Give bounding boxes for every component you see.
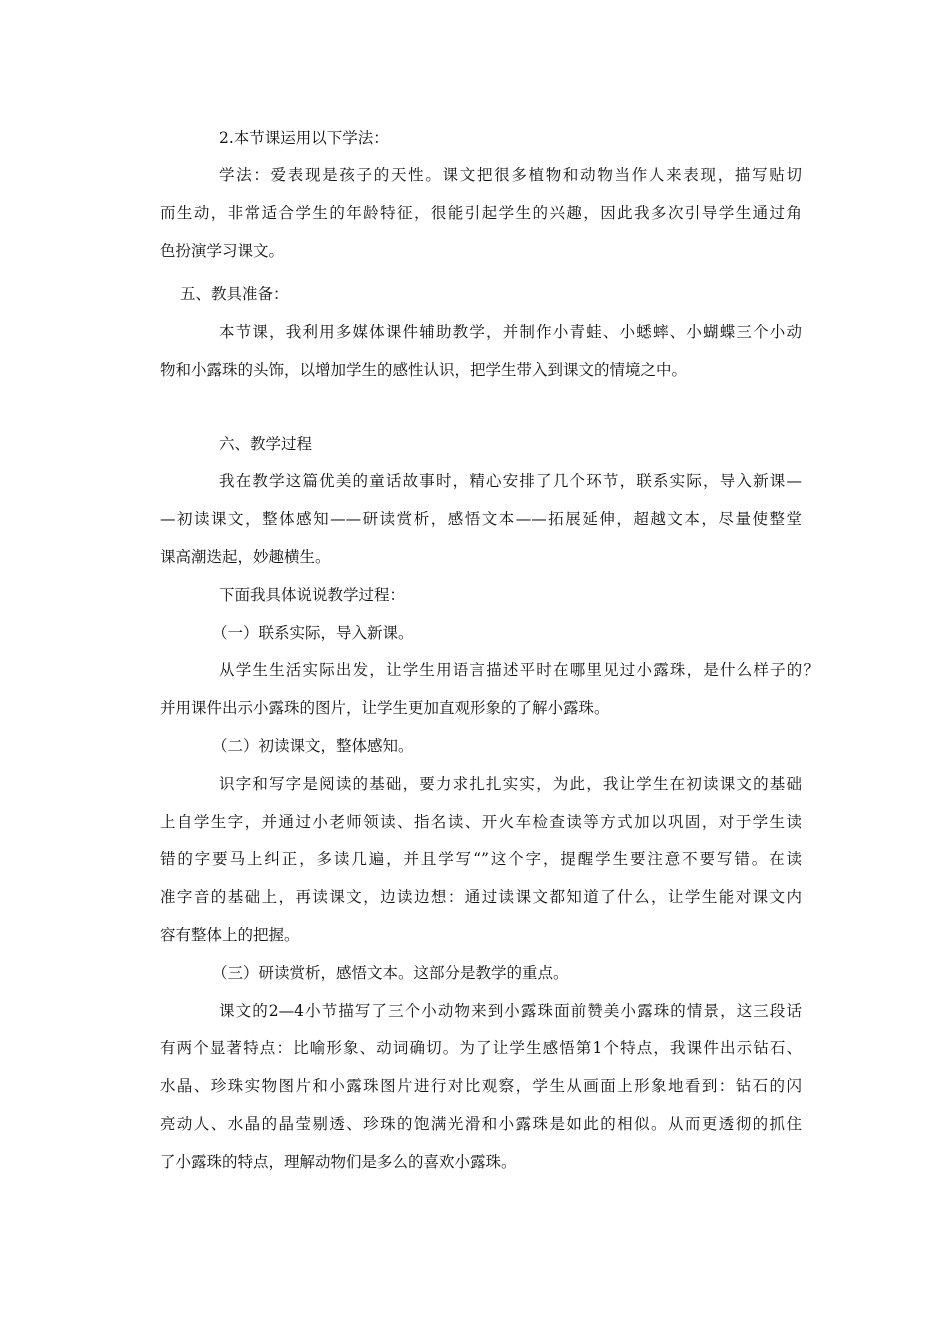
paragraph-line: 了小露珠的特点，理解动物们是多么的喜欢小露珠。	[160, 1153, 517, 1171]
paragraph-line: 学法：爱表现是孩子的天性。课文把很多植物和动物当作人来表现，描写贴切	[219, 166, 802, 184]
paragraph-line: 识字和写字是阅读的基础，要力求扎扎实实，为此，我让学生在初读课文的基础	[219, 775, 802, 793]
paragraph-line: 错的字要马上纠正，多读几遍，并且学写“”这个字，提醒学生要注意不要写错。在读	[160, 850, 802, 868]
paragraph-line: 课文的2—4小节描写了三个小动物来到小露珠面前赞美小露珠的情景，这三段话	[219, 1002, 802, 1020]
paragraph-line: 而生动，非常适合学生的年龄特征，很能引起学生的兴趣，因此我多次引导学生通过角	[160, 204, 802, 222]
paragraph-line: 我在教学这篇优美的童话故事时，精心安排了几个环节，联系实际，导入新课—	[219, 472, 802, 490]
paragraph-line: 物和小露珠的头饰，以增加学生的感性认识，把学生带入到课文的情境之中。	[160, 361, 688, 379]
section-heading-five: 五、教具准备：	[180, 285, 289, 303]
paragraph-line: 有两个显著特点：比喻形象、动词确切。为了让学生感悟第1个特点，我课件出示钻石、	[160, 1039, 802, 1057]
paragraph-line: 下面我具体说说教学过程：	[219, 586, 406, 604]
paragraph-line: —初读课文，整体感知——研读赏析，感悟文本——拓展延伸，超越文本，尽量使整堂	[160, 510, 802, 528]
subheading-three: （三）研读赏析，感悟文本。这部分是教学的重点。	[212, 964, 569, 982]
subheading-two: （二）初读课文，整体感知。	[212, 737, 414, 755]
method-heading: 2.本节课运用以下学法：	[219, 129, 389, 147]
paragraph-line: 容有整体上的把握。	[160, 926, 300, 944]
paragraph-line: 色扮演学习课文。	[160, 242, 285, 260]
paragraph-line: 准字音的基础上，再读课文，边读边想：通过读课文都知道了什么，让学生能对课文内	[160, 888, 802, 906]
section-heading-six: 六、教学过程	[219, 435, 313, 453]
paragraph-line: 水晶、珍珠实物图片和小露珠图片进行对比观察，学生从画面上形象地看到：钻石的闪	[160, 1077, 802, 1095]
paragraph-line: 上自学生字，并通过小老师领读、指名读、开火车检查读等方式加以巩固，对于学生读	[160, 813, 802, 831]
paragraph-line: 本节课，我利用多媒体课件辅助教学，并制作小青蛙、小蟋蟀、小蝴蝶三个小动	[219, 323, 802, 341]
paragraph-line: 从学生生活实际出发，让学生用语言描述平时在哪里见过小露珠，是什么样子的？	[219, 661, 819, 679]
paragraph-line: 亮动人、水晶的晶莹剔透、珍珠的饱满光滑和小露珠是如此的相似。从而更透彻的抓住	[160, 1115, 802, 1133]
subheading-one: （一）联系实际，导入新课。	[212, 624, 414, 642]
paragraph-line: 课高潮迭起，妙趣横生。	[160, 548, 331, 566]
paragraph-line: 并用课件出示小露珠的图片，让学生更加直观形象的了解小露珠。	[160, 699, 610, 717]
